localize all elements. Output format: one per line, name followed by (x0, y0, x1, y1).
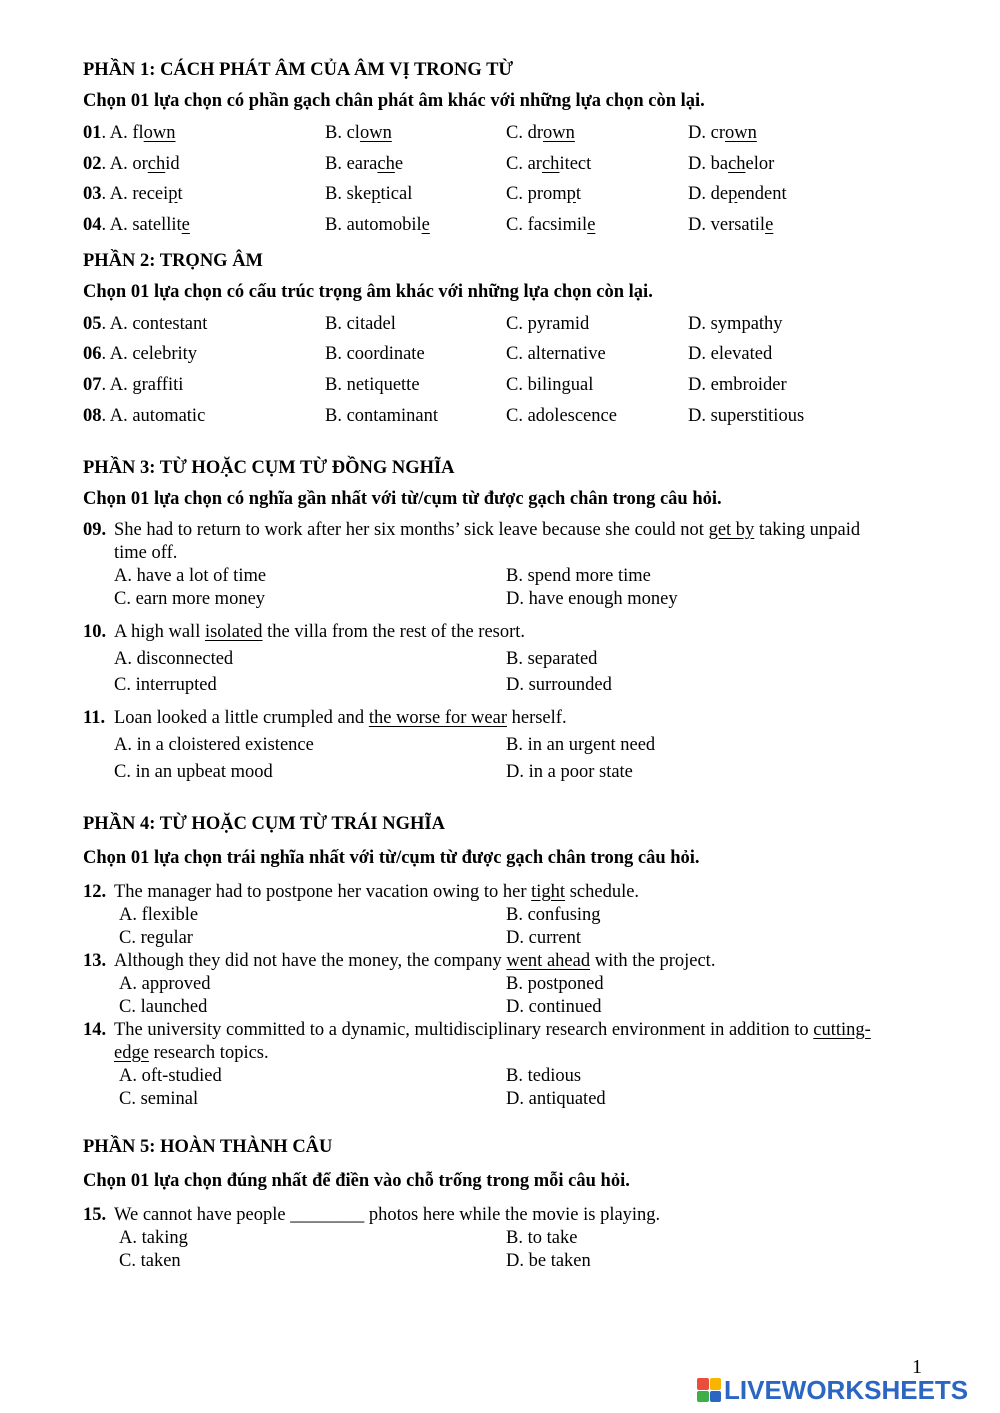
question-number: 03 (83, 184, 102, 205)
option-b[interactable]: B. automobile (325, 215, 430, 236)
option-d[interactable]: D. current (506, 927, 581, 948)
question-number: 08 (83, 405, 102, 426)
question-14 (83, 1019, 883, 1111)
part-1 (83, 56, 883, 241)
option-d[interactable]: D. embroider (688, 375, 787, 396)
question-row (83, 401, 883, 432)
option-c[interactable]: C. adolescence (506, 405, 617, 426)
underlined-phrase: the worse for wear (368, 707, 507, 728)
question-number: 04 (83, 215, 102, 236)
option-d[interactable]: D. versatile (688, 215, 774, 236)
question-row (83, 149, 883, 180)
underlined-sound: p (168, 184, 178, 205)
underlined-sound: p (371, 184, 381, 205)
option-a[interactable]: 03. A. receipt (83, 184, 183, 205)
option-d[interactable]: D. elevated (688, 344, 773, 365)
page-number: 1 (912, 1356, 922, 1378)
question-number: 05 (83, 313, 102, 334)
answer-options (114, 732, 883, 786)
option-d[interactable]: D. superstitious (688, 405, 805, 426)
underlined-phrase: went ahead (506, 950, 591, 971)
underlined-sound: own (724, 123, 757, 143)
question-text: The manager had to postpone her vacation owing to her tight schedule. (114, 881, 640, 902)
underlined-phrase: cutting-edge (114, 1019, 871, 1063)
option-a[interactable]: A. have a lot of time (114, 565, 267, 586)
question-number: 09. (83, 519, 107, 540)
question-11 (83, 707, 883, 786)
question-row (83, 339, 883, 370)
part-4 (83, 810, 883, 1111)
question-15 (83, 1204, 883, 1273)
option-d[interactable]: D. have enough money (506, 588, 678, 609)
option-b[interactable]: B. tedious (506, 1065, 582, 1086)
answer-options (119, 973, 883, 1019)
question-number: 10. (83, 621, 107, 642)
underlined-sound: p (728, 184, 738, 205)
option-b[interactable]: B. netiquette (325, 375, 420, 396)
underlined-sound: e (421, 215, 430, 236)
option-c[interactable]: C. architect (506, 153, 592, 174)
option-a[interactable]: A. oft-studied (119, 1065, 222, 1086)
option-d[interactable]: D. crown (688, 123, 757, 143)
answer-options (114, 565, 883, 611)
option-c[interactable]: C. regular (119, 927, 193, 948)
option-a[interactable]: A. taking (119, 1227, 188, 1248)
part-2 (83, 247, 883, 432)
logo-square (710, 1391, 722, 1403)
underlined-sound: own (143, 123, 176, 143)
option-a[interactable]: A. in a cloistered existence (114, 734, 314, 755)
option-b[interactable]: B. postponed (506, 973, 604, 994)
answer-options (114, 646, 883, 698)
underlined-phrase: get by (708, 519, 755, 540)
option-d[interactable]: D. antiquated (506, 1088, 606, 1109)
option-d[interactable]: D. sympathy (688, 313, 783, 334)
question-number: 14. (83, 1019, 107, 1040)
question-number: 06 (83, 344, 102, 365)
option-c[interactable]: C. prompt (506, 184, 582, 205)
option-c[interactable]: C. in an upbeat mood (114, 761, 273, 782)
option-a[interactable]: 05. A. contestant (83, 313, 208, 334)
option-a[interactable]: A. approved (119, 973, 211, 994)
answer-options (119, 1227, 883, 1273)
question-text: Loan looked a little crumpled and the worse for wear herself. (114, 707, 567, 728)
option-b[interactable]: B. contaminant (325, 405, 439, 426)
part-3 (83, 454, 883, 786)
question-number: 07 (83, 375, 102, 396)
option-b[interactable]: B. separated (506, 648, 598, 669)
option-b[interactable]: B. citadel (325, 313, 396, 334)
underlined-sound: e (765, 215, 774, 236)
option-b[interactable]: B. to take (506, 1227, 578, 1248)
question-number: 12. (83, 881, 107, 902)
option-d[interactable]: D. in a poor state (506, 761, 633, 782)
logo-text: LIVEWORKSHEETS (724, 1374, 969, 1405)
option-b[interactable]: B. skeptical (325, 184, 413, 205)
question-text: A high wall isolated the villa from the rest of the resort. (114, 621, 526, 642)
underlined-sound: own (543, 123, 575, 143)
part-4-title: PHẦN 4: TỪ HOẶC CỤM TỪ TRÁI NGHĨA (83, 813, 445, 834)
part-1-items (83, 118, 883, 241)
option-d[interactable]: D. be taken (506, 1250, 591, 1271)
part-2-instruction: Chọn 01 lựa chọn có cấu trúc trọng âm khác với những lựa chọn còn lại. (83, 281, 653, 302)
part-1-title: PHẦN 1: CÁCH PHÁT ÂM CỦA ÂM VỊ TRONG TỪ (83, 60, 514, 80)
question-number: 15. (83, 1204, 107, 1225)
question-number: 13. (83, 950, 107, 971)
option-a[interactable]: 06. A. celebrity (83, 344, 198, 365)
option-d[interactable]: D. surrounded (506, 674, 612, 695)
question-12 (83, 881, 883, 950)
option-a[interactable]: 02. A. orchid (83, 153, 180, 174)
logo-square (697, 1391, 709, 1403)
option-a[interactable]: 04. A. satellite (83, 215, 190, 236)
option-c[interactable]: C. seminal (119, 1088, 199, 1109)
option-c[interactable]: C. taken (119, 1250, 181, 1271)
question-text: The university committed to a dynamic, multidisciplinary research environment in addition to cutting-edge research topics. (114, 1019, 871, 1063)
option-a[interactable]: A. disconnected (114, 648, 234, 669)
underlined-phrase: tight (531, 881, 566, 902)
question-number: 02 (83, 153, 102, 174)
option-c[interactable]: C. drown (506, 123, 575, 143)
logo-square (710, 1378, 722, 1390)
option-c[interactable]: C. facsimile (506, 215, 596, 236)
option-c[interactable]: C. bilingual (506, 375, 594, 396)
question-row (83, 210, 883, 241)
option-d[interactable]: D. bachelor (688, 153, 775, 174)
worksheet-page (83, 56, 883, 1273)
answer-options (119, 904, 883, 950)
part-3-title: PHẦN 3: TỪ HOẶC CỤM TỪ ĐỒNG NGHĨA (83, 457, 455, 478)
option-b[interactable]: B. spend more time (506, 565, 651, 586)
option-b[interactable]: B. confusing (506, 904, 601, 925)
part-3-instruction: Chọn 01 lựa chọn có nghĩa gần nhất với từ/cụm từ được gạch chân trong câu hỏi. (83, 488, 722, 509)
option-c[interactable]: C. earn more money (114, 588, 266, 609)
option-b[interactable]: B. clown (325, 123, 392, 143)
underlined-sound: e (587, 215, 596, 236)
answer-options (119, 1065, 883, 1111)
option-b[interactable]: B. in an urgent need (506, 734, 656, 755)
option-a[interactable]: 08. A. automatic (83, 405, 206, 426)
part-5 (83, 1133, 883, 1273)
option-c[interactable]: C. alternative (506, 344, 606, 365)
question-number: 01 (83, 123, 102, 143)
part-5-title: PHẦN 5: HOÀN THÀNH CÂU (83, 1136, 333, 1157)
underlined-sound: ch (147, 153, 166, 174)
underlined-sound: own (359, 123, 392, 143)
underlined-sound: ch (728, 153, 746, 174)
part-2-title: PHẦN 2: TRỌNG ÂM (83, 250, 264, 271)
question-10 (83, 621, 883, 698)
question-row (83, 309, 883, 340)
part-4-instruction: Chọn 01 lựa chọn trái nghĩa nhất với từ/cụm từ được gạch chân trong câu hỏi. (83, 847, 700, 868)
question-row (83, 370, 883, 401)
option-c[interactable]: C. pyramid (506, 313, 590, 334)
underlined-sound: ch (377, 153, 395, 174)
option-c[interactable]: C. launched (119, 996, 208, 1017)
logo-square (697, 1378, 709, 1390)
question-09 (83, 519, 883, 611)
underlined-phrase: isolated (204, 621, 263, 642)
part-2-items (83, 309, 883, 432)
option-d[interactable]: D. continued (506, 996, 602, 1017)
underlined-sound: p (566, 184, 576, 205)
part-1-instruction: Chọn 01 lựa chọn có phần gạch chân phát âm khác với những lựa chọn còn lại. (83, 91, 705, 111)
option-b[interactable]: B. earache (325, 153, 404, 174)
question-text: Although they did not have the money, the company went ahead with the project. (114, 950, 716, 971)
underlined-sound: ch (541, 153, 560, 174)
option-a[interactable]: 01. A. flown (83, 123, 176, 143)
underlined-sound: e (181, 215, 190, 236)
option-b[interactable]: B. coordinate (325, 344, 425, 365)
question-text: We cannot have people ________ photos here while the movie is playing. (114, 1204, 661, 1225)
question-13 (83, 950, 883, 1019)
option-a[interactable]: A. flexible (119, 904, 199, 925)
liveworksheets-logo-icon (697, 1378, 721, 1402)
question-text: She had to return to work after her six months’ sick leave because she could not get by taking unpaid time off. (114, 519, 861, 563)
question-row (83, 118, 883, 149)
question-number: 11. (83, 707, 106, 728)
option-d[interactable]: D. dependent (688, 184, 787, 205)
liveworksheets-logo[interactable] (697, 1374, 969, 1405)
part-5-instruction: Chọn 01 lựa chọn đúng nhất để điền vào chỗ trống trong mỗi câu hỏi. (83, 1170, 630, 1191)
question-row (83, 179, 883, 210)
option-c[interactable]: C. interrupted (114, 674, 217, 695)
option-a[interactable]: 07. A. graffiti (83, 375, 184, 396)
